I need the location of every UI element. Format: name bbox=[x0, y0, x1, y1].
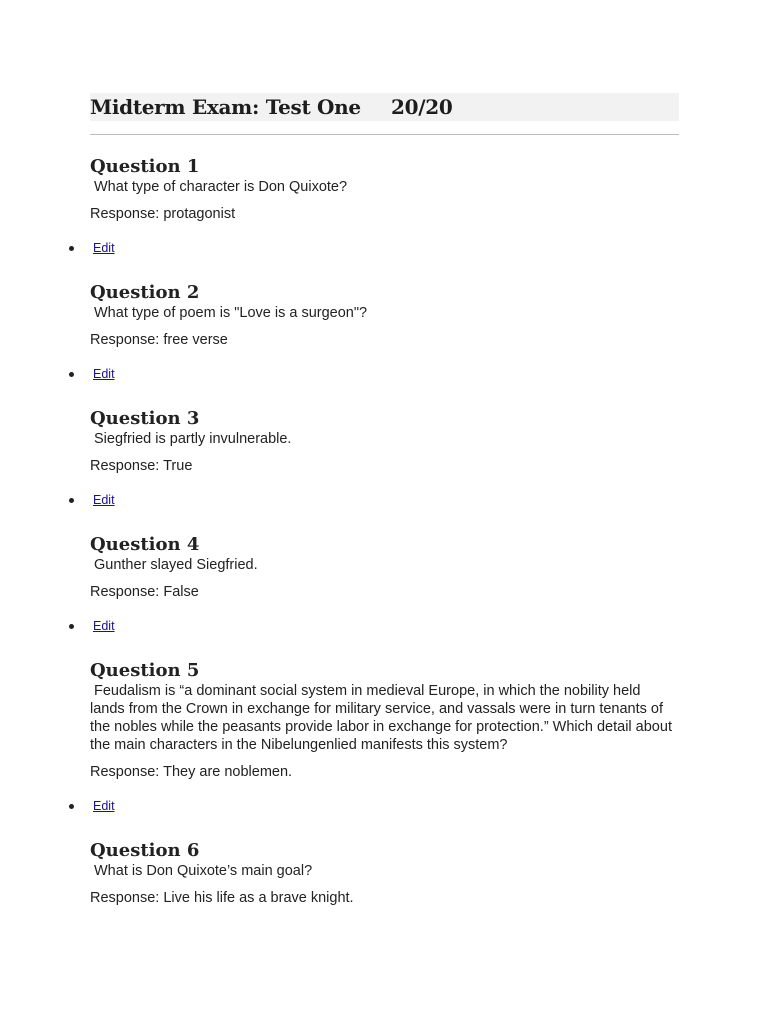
bullet-icon bbox=[69, 246, 74, 251]
question-3 bbox=[90, 408, 679, 513]
question-heading: Question 3 bbox=[90, 408, 200, 429]
edit-link-question-3[interactable]: Edit bbox=[93, 493, 115, 507]
question-response bbox=[90, 331, 679, 349]
edit-link-question-5[interactable]: Edit bbox=[93, 799, 115, 813]
edit-row bbox=[90, 495, 679, 513]
question-response bbox=[90, 763, 679, 781]
question-heading: Question 4 bbox=[90, 534, 200, 555]
edit-link-question-1[interactable]: Edit bbox=[93, 241, 115, 255]
header-divider bbox=[90, 134, 679, 135]
question-text: What type of character is Don Quixote? bbox=[94, 179, 348, 195]
response-label: Response: bbox=[90, 458, 160, 474]
bullet-icon bbox=[69, 624, 74, 629]
edit-row bbox=[90, 369, 679, 387]
question-response bbox=[90, 205, 679, 223]
response-label: Response: bbox=[90, 332, 160, 348]
response-label: Response: bbox=[90, 890, 160, 906]
question-2 bbox=[90, 282, 679, 387]
response-label: Response: bbox=[90, 584, 160, 600]
response-value: False bbox=[163, 584, 199, 600]
question-response bbox=[90, 889, 679, 907]
question-6 bbox=[90, 840, 679, 907]
question-heading: Question 5 bbox=[90, 660, 200, 681]
edit-row bbox=[90, 621, 679, 639]
response-value: They are noblemen. bbox=[163, 764, 293, 780]
question-text: What type of poem is "Love is a surgeon"? bbox=[94, 305, 368, 321]
exam-page bbox=[90, 93, 679, 907]
question-1 bbox=[90, 156, 679, 261]
bullet-icon bbox=[69, 804, 74, 809]
exam-score: 20/20 bbox=[391, 95, 453, 119]
response-value: free verse bbox=[163, 332, 228, 348]
question-heading: Question 1 bbox=[90, 156, 200, 177]
question-text: Gunther slayed Siegfried. bbox=[94, 557, 258, 573]
question-text: Siegfried is partly invulnerable. bbox=[94, 431, 292, 447]
question-response bbox=[90, 583, 679, 601]
question-text-body: Feudalism is “a dominant social system in medieval Europe, in which the nobility held lands from the Crown in exchange for military service, and vassals were in turn tenants of the nobles while the peasants provide labor in exchange for protection.” Which detail about the main characters in the Nibelungenlied manifests this system? bbox=[90, 683, 672, 753]
edit-row bbox=[90, 801, 679, 819]
response-value: Live his life as a brave knight. bbox=[163, 890, 354, 906]
question-5 bbox=[90, 660, 679, 819]
response-label: Response: bbox=[90, 764, 160, 780]
exam-header bbox=[90, 93, 679, 121]
bullet-icon bbox=[69, 498, 74, 503]
question-response bbox=[90, 457, 679, 475]
edit-row bbox=[90, 243, 679, 261]
question-heading: Question 6 bbox=[90, 840, 200, 861]
question-text bbox=[90, 682, 679, 754]
bullet-icon bbox=[69, 372, 74, 377]
question-heading: Question 2 bbox=[90, 282, 200, 303]
response-label: Response: bbox=[90, 206, 160, 222]
edit-link-question-2[interactable]: Edit bbox=[93, 367, 115, 381]
edit-link-question-4[interactable]: Edit bbox=[93, 619, 115, 633]
question-4 bbox=[90, 534, 679, 639]
question-text: What is Don Quixote’s main goal? bbox=[94, 863, 313, 879]
response-value: True bbox=[163, 458, 193, 474]
response-value: protagonist bbox=[163, 206, 236, 222]
exam-title: Midterm Exam: Test One bbox=[90, 95, 361, 119]
